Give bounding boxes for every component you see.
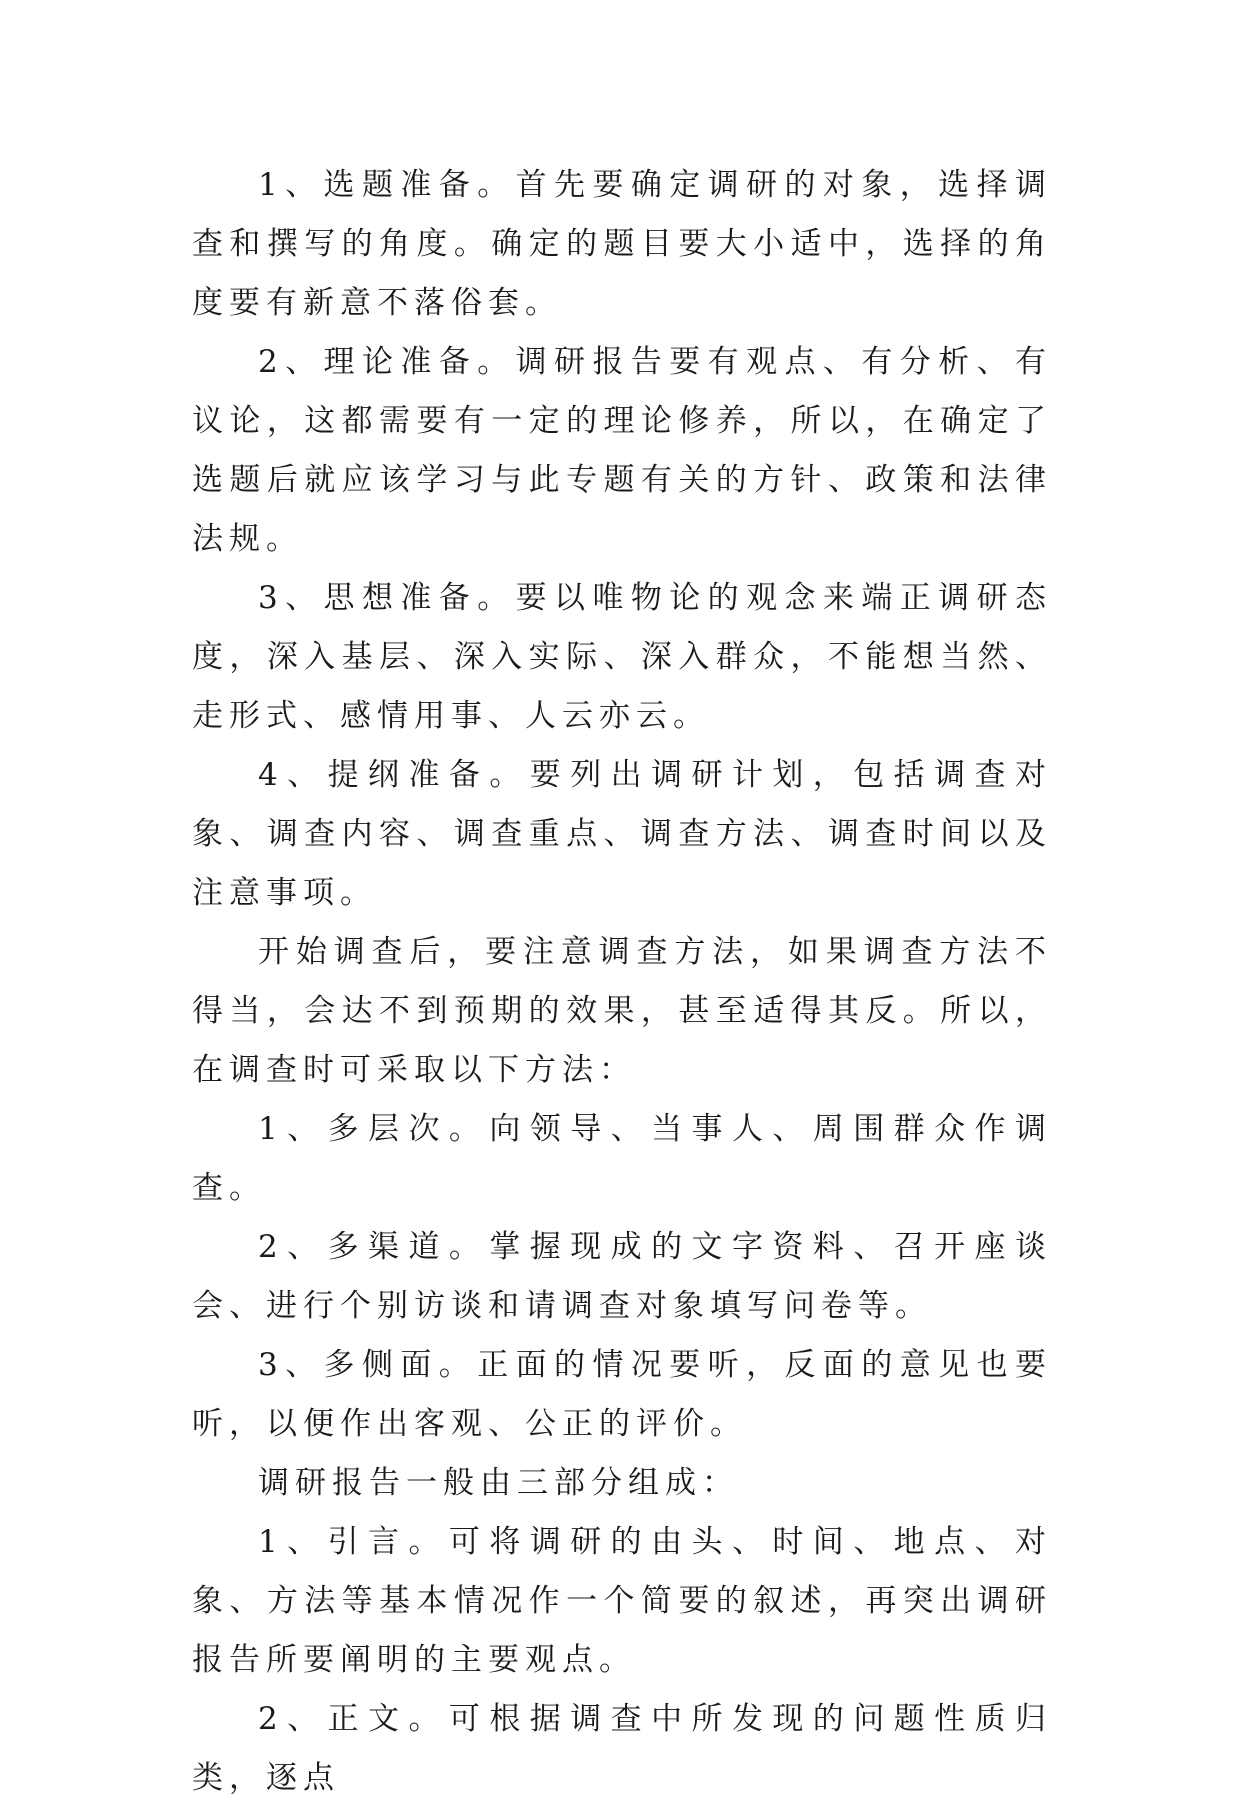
paragraph-main-text: 2、正文。可根据调查中所发现的问题性质归类，逐点: [192, 1701, 1052, 1796]
paragraph-mindset-preparation: 3、思想准备。要以唯物论的观念来端正调研态度，深入基层、深入实际、深入群众，不能想当然、走形式、感情用事、人云亦云。: [192, 580, 1052, 734]
paragraph-multi-level: 1、多层次。向领导、当事人、周围群众作调查。: [192, 1111, 1052, 1206]
paragraph-multi-aspect: 3、多侧面。正面的情况要听，反面的意见也要听，以便作出客观、公正的评价。: [192, 1347, 1052, 1442]
paragraph-report-structure: 调研报告一般由三部分组成：: [258, 1465, 739, 1501]
paragraph-outline-preparation: 4、提纲准备。要列出调研计划，包括调查对象、调查内容、调查重点、调查方法、调查时间以及注意事项。: [192, 757, 1052, 911]
paragraph-theory-preparation: 2、理论准备。调研报告要有观点、有分析、有议论，这都需要有一定的理论修养，所以，在确定了选题后就应该学习与此专题有关的方针、政策和法律法规。: [192, 344, 1052, 557]
paragraph-topic-preparation: 1、选题准备。首先要确定调研的对象，选择调查和撰写的角度。确定的题目要大小适中，选择的角度要有新意不落俗套。: [192, 167, 1052, 321]
paragraph-survey-methods-intro: 开始调查后，要注意调查方法，如果调查方法不得当，会达不到预期的效果，甚至适得其反。所以，在调查时可采取以下方法：: [192, 934, 1052, 1088]
paragraph-multi-channel: 2、多渠道。掌握现成的文字资料、召开座谈会、进行个别访谈和请调查对象填写问卷等。: [192, 1229, 1052, 1324]
paragraph-introduction: 1、引言。可将调研的由头、时间、地点、对象、方法等基本情况作一个简要的叙述，再突出调研报告所要阐明的主要观点。: [192, 1524, 1052, 1678]
document-body: [192, 156, 1052, 1808]
